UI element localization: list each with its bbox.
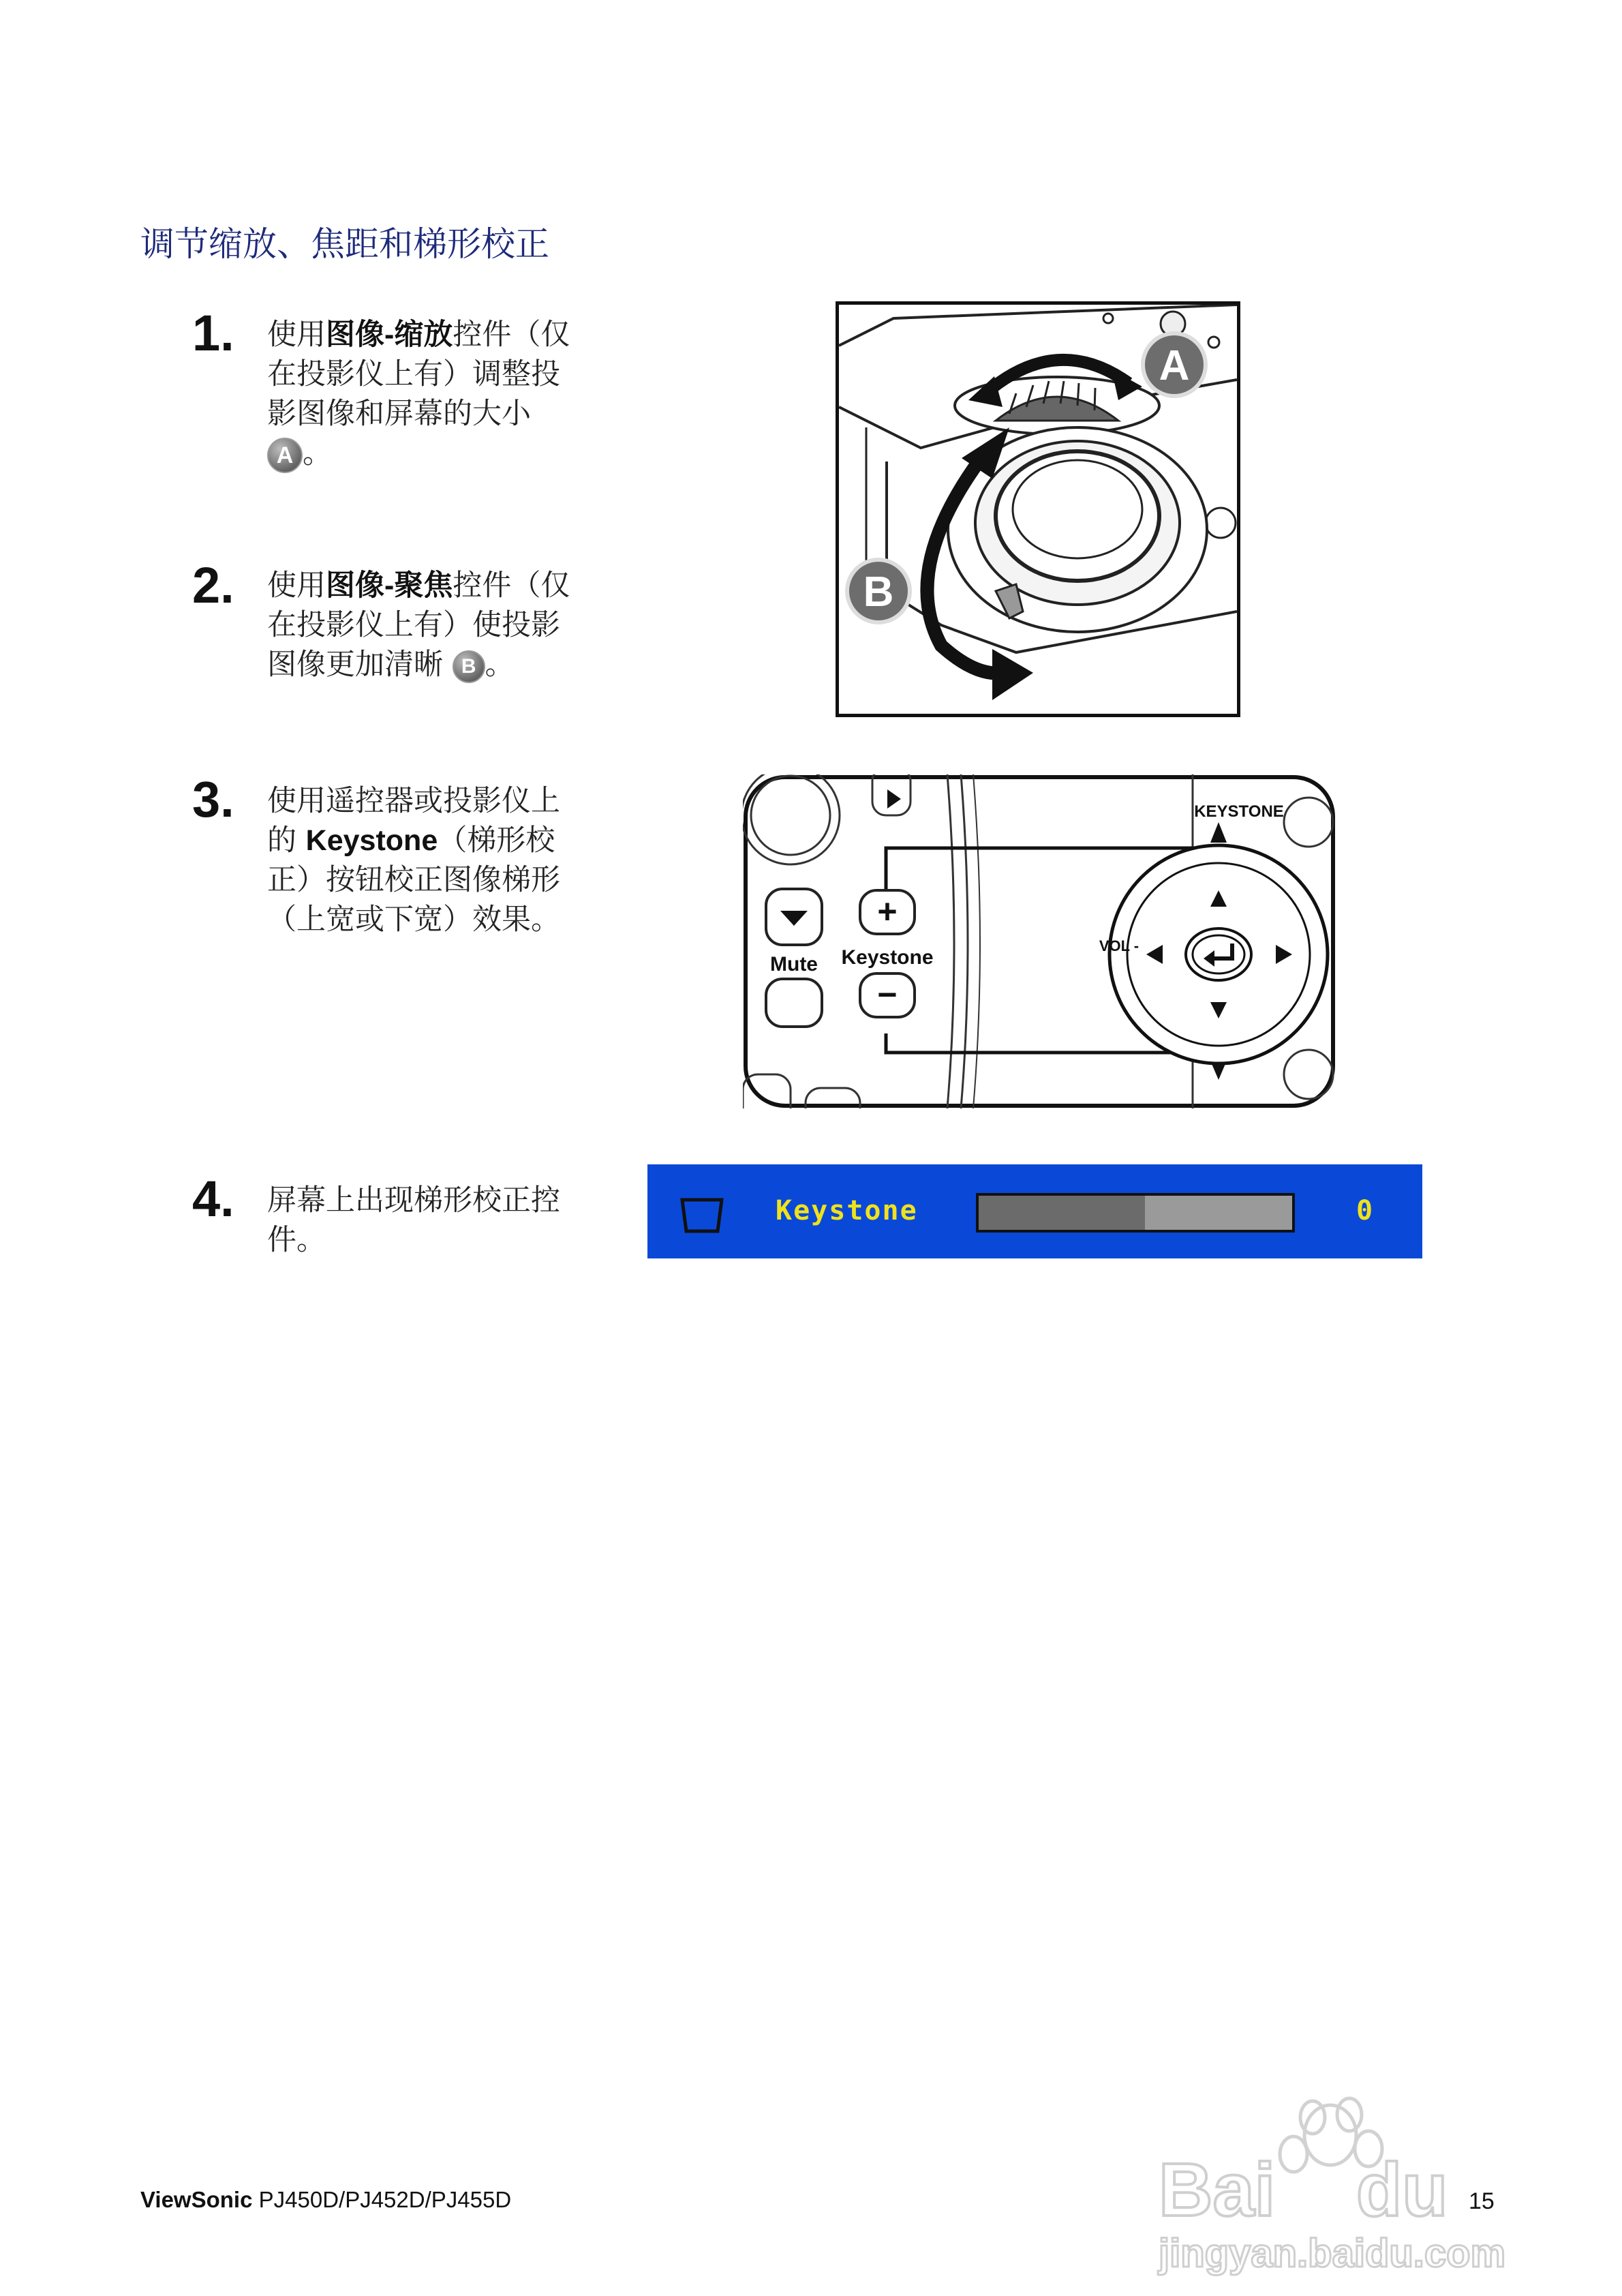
lens-inner — [1013, 460, 1142, 558]
page-number: 15 — [1469, 2188, 1495, 2214]
mute-button[interactable] — [766, 979, 822, 1027]
keypad-illustration — [743, 774, 1336, 1108]
step-2-bold: 图像-聚焦 — [326, 569, 453, 602]
step-1-text — [267, 315, 587, 473]
screw-icon — [1103, 314, 1113, 323]
badge-b-icon: B — [453, 650, 485, 683]
minus-label: − — [877, 976, 898, 1014]
footer-model: PJ450D/PJ452D/PJ455D — [258, 2187, 512, 2212]
keypad-drawing — [743, 774, 1336, 1108]
step-2-text — [267, 566, 587, 684]
step-1-pre: 使用 — [267, 318, 326, 352]
step-2-pre: 使用 — [267, 569, 326, 603]
mute-label: Mute — [770, 953, 818, 976]
footer-brand — [140, 2187, 511, 2213]
baidu-paw-icon — [1152, 2072, 1547, 2277]
step-1-post: 控件（仅在投影仪上有）调整投影图像和屏幕的大小 — [267, 318, 570, 431]
step-3-post: （梯形校正）按钮校正图像梯形（上宽或下宽）效果。 — [267, 824, 560, 937]
svg-text:du: du — [1356, 2148, 1448, 2232]
step-3-pre: 使用遥控器或投影仪上的 — [267, 784, 560, 858]
step-2-post: 控件（仅在投影仪上有）使投影图像更加清晰 — [267, 569, 570, 682]
osd-slider-fill — [979, 1196, 1145, 1230]
keystone-trapezoid-icon — [678, 1197, 726, 1237]
osd-slider[interactable] — [976, 1193, 1295, 1233]
footer-brand-name: ViewSonic — [140, 2187, 253, 2212]
step-2-end: 。 — [485, 648, 515, 682]
osd-value: 0 — [1356, 1195, 1373, 1226]
step-4-number: 4. — [192, 1170, 234, 1227]
step-3-bold: Keystone — [305, 824, 438, 857]
step-1-end: 。 — [303, 436, 332, 470]
step-3-number: 3. — [192, 771, 234, 828]
lens-illustration — [836, 301, 1240, 717]
focus-arrow-head-bottom — [992, 649, 1033, 700]
step-1-bold: 图像-缩放 — [326, 318, 453, 351]
keystone-button-label: Keystone — [841, 946, 934, 969]
step-3-text — [267, 781, 587, 939]
step-2-number: 2. — [192, 557, 234, 614]
step-4-text: 屏幕上出现梯形校正控件。 — [267, 1183, 560, 1257]
lens-drawing — [839, 305, 1237, 714]
badge-a-icon: A — [267, 438, 303, 473]
svg-text:Bai: Bai — [1159, 2148, 1276, 2232]
osd-label: Keystone — [776, 1195, 918, 1226]
page-title: 调节缩放、焦距和梯形校正 — [140, 224, 549, 264]
vent-icon — [1206, 508, 1236, 538]
label-b: B — [863, 569, 894, 616]
step-1-number: 1. — [192, 305, 234, 361]
screw-icon — [1208, 337, 1219, 348]
keystone-top-label: KEYSTONE — [1194, 802, 1284, 821]
plus-label: + — [877, 892, 898, 931]
label-a: A — [1159, 342, 1190, 389]
baidu-watermark — [1152, 2072, 1547, 2277]
enter-button-inner — [1193, 935, 1244, 973]
vol-label: VOL - — [1099, 937, 1139, 954]
svg-text:jingyan.baidu.com: jingyan.baidu.com — [1159, 2231, 1506, 2276]
